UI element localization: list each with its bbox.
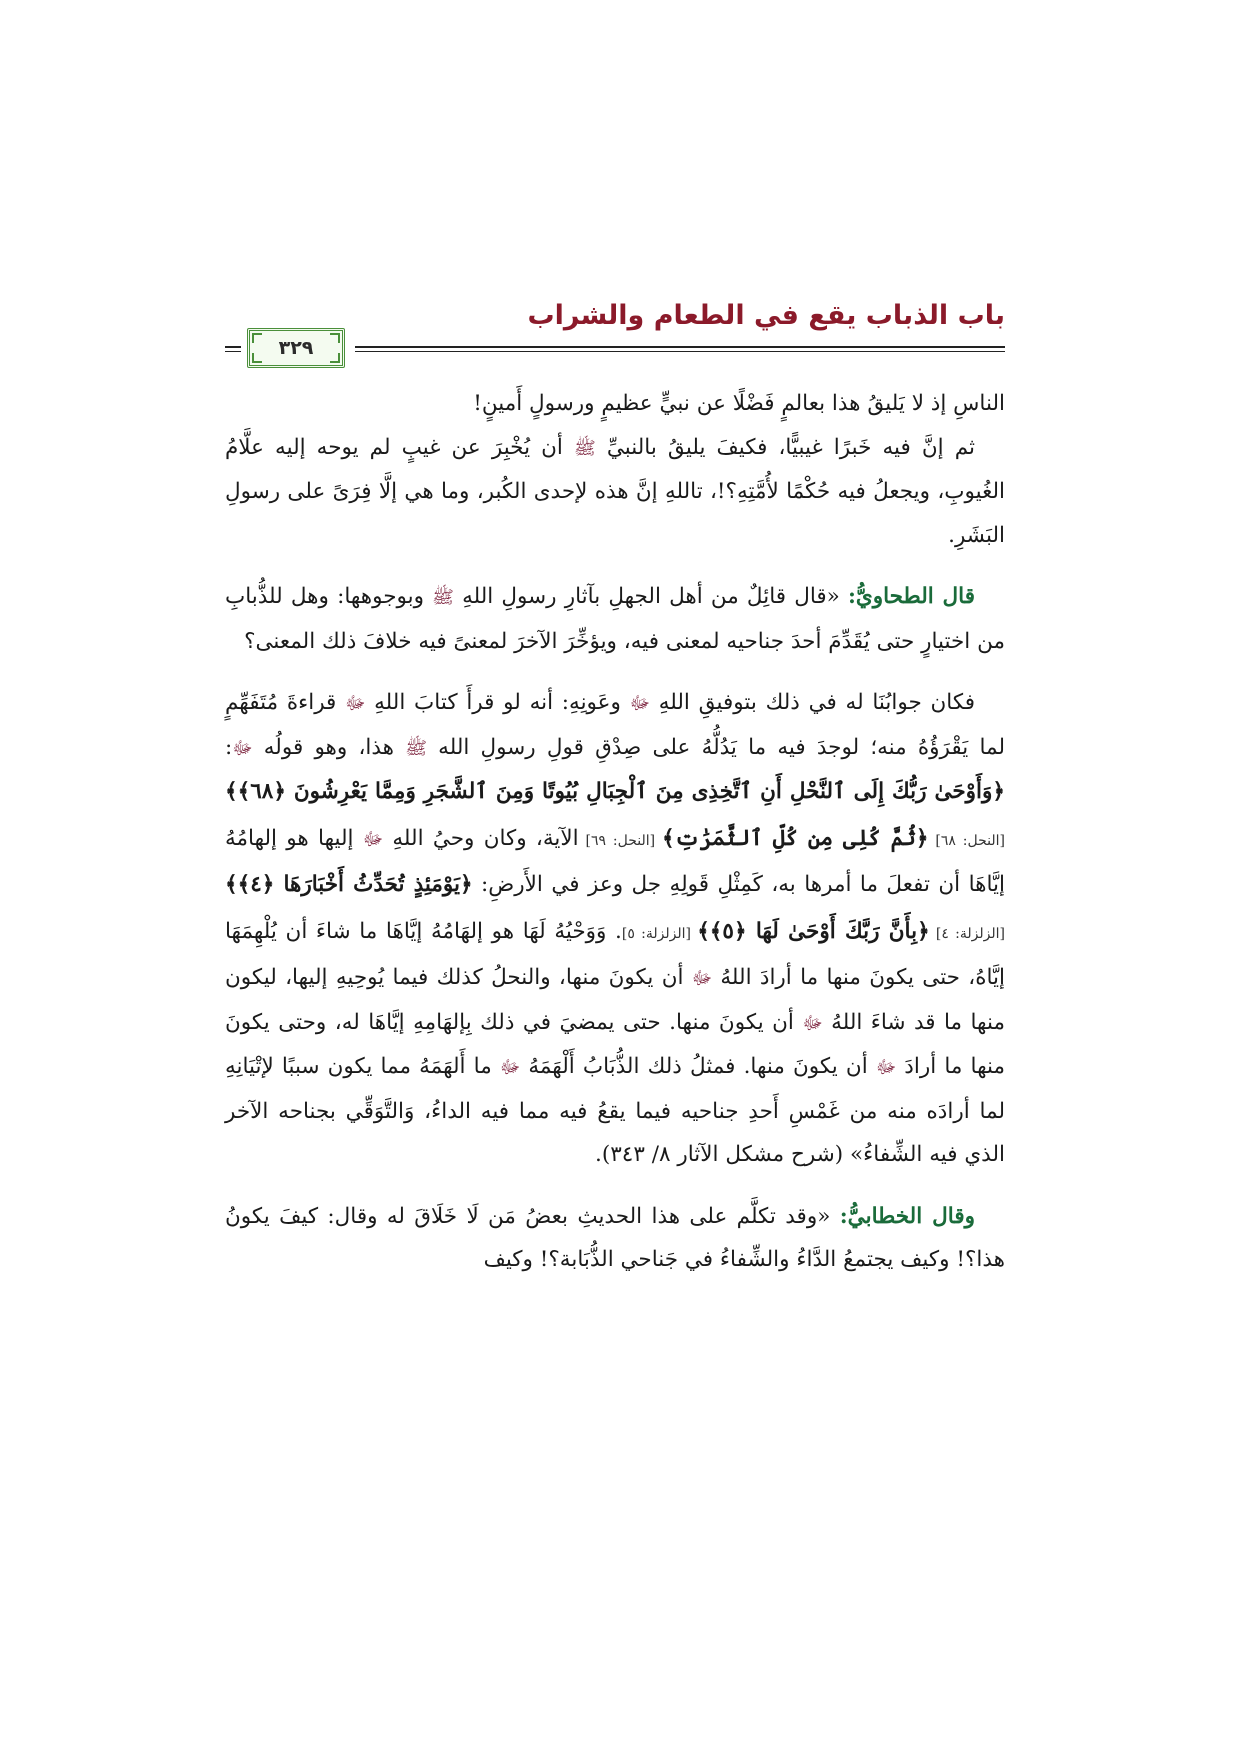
- salawat-icon: ﷺ: [574, 437, 596, 459]
- quran-verse: ﴿ثُمَّ كُلِى مِن كُلِّ ٱلثَّمَرَٰتِ﴾: [662, 825, 929, 851]
- paragraph-text: أن يُخْبِرَ عن غيبٍ لم يوحه إليه علَّامُ الغُيوبِ، ويجعلُ فيه حُكْمًا لأُمَّتِهِ؟!، تاللهِ إنَّ هذه لإحدى الكُبر، وما هي إلَّا فِرَىً على رسولِ البَشَرِ.: [225, 434, 1005, 548]
- paragraph-text: ما أَلهَمَهُ مما يكون سببًا لإتْيَانِهِ لما أرادَه منه من غَمْسِ أَحدِ جناحيه فيما يقعُ فيه مما فيه الداءُ، وَالتَّوَقِّي بجناحه الآخر الذي فيه الشِّفاءُ» (شرح مشكل الآثار ٨/ ٣٤٣).: [225, 1054, 1005, 1167]
- paragraph: [225, 382, 1005, 426]
- verse-reference: [النحل: ٦٩]: [578, 832, 663, 849]
- paragraph-text: وعَونِهِ: أنه لو قرأَ كتابَ اللهِ: [365, 690, 630, 715]
- book-page: [225, 300, 1005, 1282]
- speaker-name: وقال الخطابيُّ:: [839, 1203, 975, 1229]
- azza-wa-jall-icon: ﷻ: [629, 693, 650, 714]
- azza-wa-jall-icon: ﷻ: [691, 968, 713, 989]
- paragraph: [225, 681, 1005, 1177]
- paragraph-text: الناسِ إذ لا يَليقُ هذا بعالمٍ فَضْلًا عن نبيٍّ عظيمٍ ورسولٍ أَمينٍ!: [473, 391, 1005, 416]
- quran-verse: ﴿بِأَنَّ رَبَّكَ أَوْحَىٰ لَهَا ﴿٥﴾﴾: [697, 918, 930, 944]
- header-rule-left: [225, 346, 241, 352]
- body-text: [225, 382, 1005, 1282]
- paragraph-text: «قال قائِلٌ من أهل الجهلِ بآثارِ رسولِ اللهِ: [453, 584, 848, 609]
- page-number-frame: [247, 328, 345, 368]
- paragraph-text: «وقد تكلَّم على هذا الحديثِ بعضُ مَن لَا خَلَاقَ له وقال: كيفَ يكونُ هذا؟! وكيف يجتمعُ الدَّاءُ والشِّفاءُ في جَناحي الذُّبَابة؟! وكيف: [225, 1203, 1005, 1272]
- paragraph: [225, 575, 1005, 663]
- quran-verse: ﴿يَوْمَئِذٍ تُحَدِّثُ أَخْبَارَهَا ﴿٤﴾﴾: [225, 872, 473, 897]
- paragraph-text: إليها هو إلهامُهُ إيَّاهَا أن تفعلَ ما أمرها به، كَمِثْلِ قَولِهِ جل وعز في الأَرضِ:: [225, 825, 1005, 897]
- verse-reference: [النحل: ٦٨]: [928, 832, 1005, 849]
- quran-verse: ﴿وَأَوْحَىٰ رَبُّكَ إِلَى ٱلنَّحْلِ أَنِ ٱتَّخِذِى مِنَ ٱلْجِبَالِ بُيُوتًا وَمِنَ ٱلشَّجَرِ وَمِمَّا يَعْرِشُونَ ﴿٦٨﴾﴾: [225, 779, 1005, 804]
- frame-ornament-icon: [252, 333, 262, 343]
- paragraph: [225, 426, 1005, 558]
- azza-wa-jall-icon: ﷻ: [362, 828, 384, 850]
- header-rule: [355, 346, 1005, 352]
- speaker-name: قال الطحاويُّ:: [847, 584, 975, 609]
- page-number: ٣٢٩: [278, 337, 314, 359]
- paragraph-text: فكان جوابُنَا له في ذلك بتوفيقِ اللهِ: [649, 690, 975, 715]
- azza-wa-jall-icon: ﷻ: [232, 737, 253, 759]
- paragraph-text: قراءةَ مُتَفَهِّمٍ لما يَقْرَؤُهُ منه؛ لوجدَ فيه ما يَدُلُّهُ على صِدْقِ قولِ رسولِ الله: [225, 690, 1005, 760]
- paragraph-text: :: [225, 734, 233, 760]
- azza-wa-jall-icon: ﷻ: [345, 693, 366, 714]
- paragraph-text: هذا، وهو قولُه: [252, 734, 406, 760]
- verse-reference: [الزلزلة: ٤]: [929, 925, 1006, 942]
- frame-ornament-icon: [330, 353, 340, 363]
- paragraph: [225, 1195, 1005, 1282]
- frame-ornament-icon: [252, 353, 262, 363]
- paragraph-text: . وَوَحْيُهُ لَهَا هو إلهَامُهُ إيَّاهَا ما شاءَ أن يُلْهِمَهَا إيَّاهُ، حتى يكونَ منها ما أرادَ اللهُ: [225, 918, 1005, 990]
- salawat-icon: ﷺ: [432, 587, 454, 608]
- paragraph-text: أن يكونَ منها. فمثلُ ذلك الذُّبَابُ أَلْهَمَهُ: [520, 1054, 876, 1079]
- frame-ornament-icon: [330, 333, 340, 343]
- page-header: [225, 300, 1005, 360]
- paragraph-text: الآية، وكان وحيُ اللهِ: [383, 825, 579, 851]
- azza-wa-jall-icon: ﷻ: [875, 1057, 897, 1078]
- chapter-title: باب الذباب يقع في الطعام والشراب: [527, 300, 1005, 331]
- azza-wa-jall-icon: ﷻ: [802, 1012, 823, 1034]
- paragraph-text: ثم إنَّ فيه خَبرًا غيبيًّا، فكيفَ يليقُ بالنبيِّ: [595, 434, 976, 460]
- verse-reference: [الزلزلة: ٥]: [621, 925, 698, 942]
- paragraph-text: أن يكونَ منها، والنحلُ كذلك فيما يُوحِيهِ إليها، ليكون منها ما قد شاءَ اللهُ: [225, 965, 1005, 1035]
- paragraph-text: أن يكونَ منها. حتى يمضيَ في ذلك بِإلهَامِهِ إيَّاهَا له، وحتى يكونَ منها ما أرادَ: [225, 1009, 1005, 1079]
- paragraph-text: وبوجوهها: وهل للذُّبابِ من اختيارٍ حتى يُقَدِّمَ أحدَ جناحيه لمعنى فيه، ويؤخِّرَ الآخرَ لمعنىً فيه خلافَ ذلك المعنى؟: [225, 584, 1005, 654]
- salawat-icon: ﷺ: [405, 737, 427, 759]
- azza-wa-jall-icon: ﷻ: [499, 1057, 521, 1078]
